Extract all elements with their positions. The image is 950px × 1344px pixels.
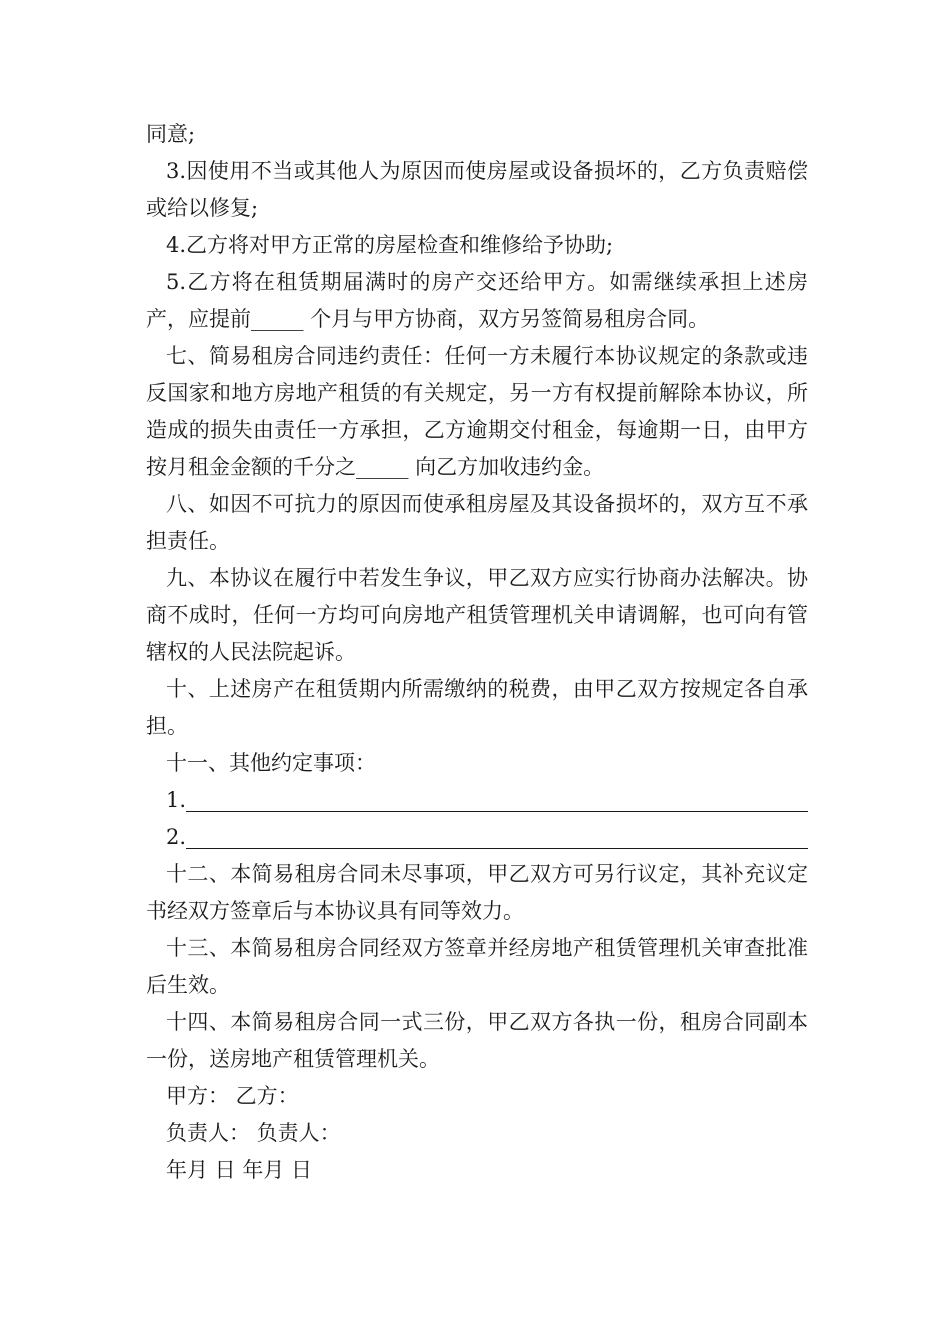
- clause-8: 八、如因不可抗力的原因而使承租房屋及其设备损坏的，双方互不承担责任。: [146, 492, 808, 553]
- clause-6-item-3: 3.因使用不当或其他人为原因而使房屋或设备损坏的，乙方负责赔偿或给以修复;: [146, 159, 808, 220]
- signature-parties: 甲方： 乙方：: [166, 1084, 299, 1108]
- clause-6-item-5: 5.乙方将在租赁期届满时的房产交还给甲方。如需继续承担上述房产，应提前_____ 个月与甲方协商，双方另签简易租房合同。: [146, 270, 808, 331]
- clause-9: 九、本协议在履行中若发生争议，甲乙双方应实行协商办法解决。协商不成时，任何一方均可向房地产租赁管理机关申请调解，也可向有管辖权的人民法院起诉。: [146, 566, 808, 664]
- fill-in-blank-rule: [186, 811, 808, 812]
- clause-11: 十一、其他约定事项：: [166, 751, 376, 775]
- clause-14: 十四、本简易租房合同一式三份，甲乙双方各执一份，租房合同副本一份，送房地产租赁管理机关。: [146, 1010, 808, 1071]
- other-terms-line-1: [146, 782, 808, 819]
- paragraph-continuation: 同意;: [146, 122, 196, 146]
- other-terms-number-2: 2.: [166, 825, 187, 849]
- other-terms-line-2: [146, 819, 808, 856]
- signature-dates: 年月 日 年月 日: [166, 1158, 313, 1182]
- fill-in-blank-rule: [186, 848, 808, 849]
- clause-12: 十二、本简易租房合同未尽事项，甲乙双方可另行议定，其补充议定书经双方签章后与本协议具有同等效力。: [146, 862, 808, 923]
- signature-responsible-persons: 负责人： 负责人：: [166, 1121, 341, 1145]
- clause-10: 十、上述房产在租赁期内所需缴纳的税费，由甲乙双方按规定各自承担。: [146, 677, 808, 738]
- clause-7: 七、简易租房合同违约责任：任何一方未履行本协议规定的条款或违反国家和地方房地产租赁的有关规定，另一方有权提前解除本协议，所造成的损失由责任一方承担，乙方逾期交付租金，每逾期一日，由甲方按月租金金额的千分之_____ 向乙方加收违约金。: [146, 344, 808, 479]
- clause-6-item-4: 4.乙方将对甲方正常的房屋检查和维修给予协助;: [166, 233, 614, 257]
- clause-13: 十三、本简易租房合同经双方签章并经房地产租赁管理机关审查批准后生效。: [146, 936, 808, 997]
- document-body: [146, 116, 808, 1189]
- other-terms-number-1: 1.: [166, 788, 187, 812]
